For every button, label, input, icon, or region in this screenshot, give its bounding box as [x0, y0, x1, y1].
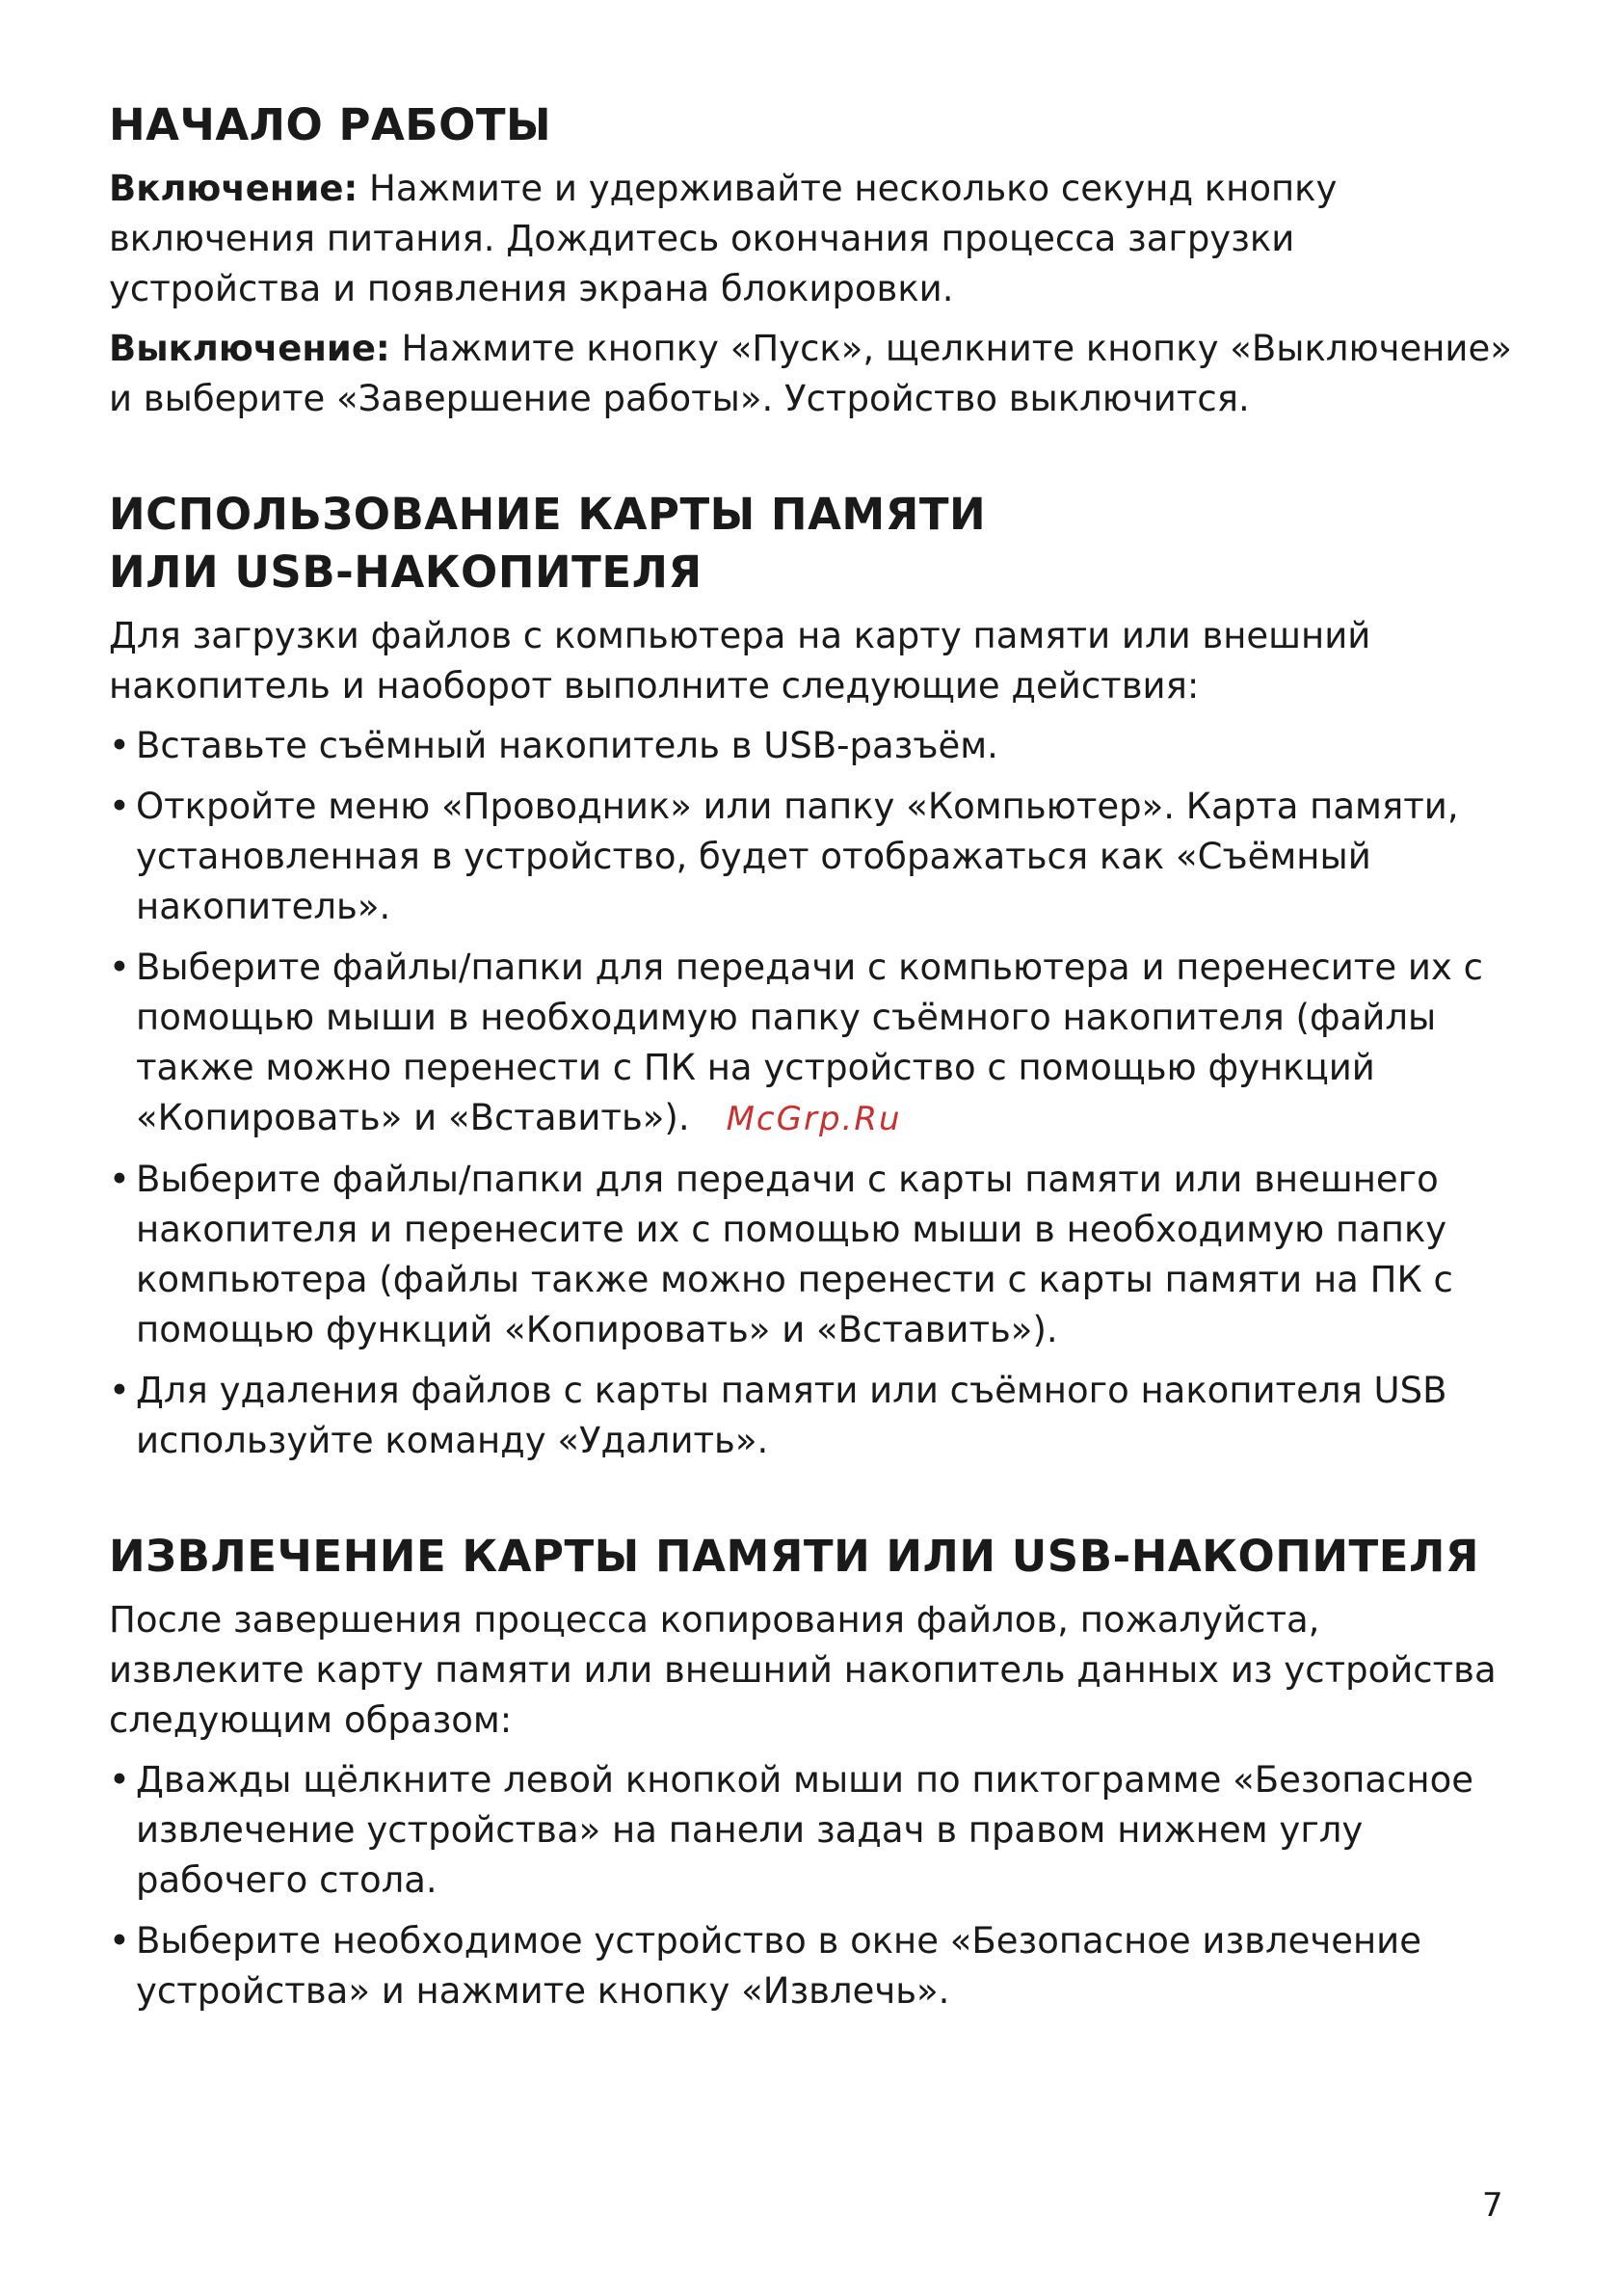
usage-intro: Для загрузки файлов с компьютера на карту памяти или внешний накопитель и наоборот выполните следующие действия:: [109, 615, 1371, 707]
section-title-line-1: ИСПОЛЬЗОВАНИЕ КАРТЫ ПАМЯТИ: [109, 489, 987, 540]
list-item-text: Откройте меню «Проводник» или папку «Компьютер». Карта памяти, установленная в устройство, будет отображаться как «Съёмный накопитель».: [136, 786, 1459, 927]
list-item-text: Выберите необходимое устройство в окне «Безопасное извлечение устройства» и нажмите кнопку «Извлечь».: [136, 1920, 1421, 2012]
eject-steps-list: [109, 1755, 1516, 2016]
section-title-memory-card-usage: [109, 486, 1516, 601]
bullet: •: [109, 725, 130, 766]
list-item: [109, 943, 1516, 1144]
power-off-text: Нажмите кнопку «Пуск», щелкните кнопку «Выключение» и выберите «Завершение работы». Устройство выключится.: [109, 328, 1512, 419]
section-memory-card-eject: [109, 1528, 1516, 2016]
document-page: [109, 96, 1516, 2027]
section-title-memory-card-eject: ИЗВЛЕЧЕНИЕ КАРТЫ ПАМЯТИ ИЛИ USB-НАКОПИТЕЛЯ: [109, 1531, 1479, 1582]
section-title-getting-started: НАЧАЛО РАБОТЫ: [109, 99, 552, 150]
list-item: [109, 1366, 1516, 1466]
bullet: •: [109, 1920, 130, 1962]
list-item-text: Дважды щёлкните левой кнопкой мыши по пиктограмме «Безопасное извлечение устройства» на панели задач в правом нижнем углу рабочего стола.: [136, 1759, 1474, 1901]
section-getting-started: [109, 96, 1516, 424]
power-off-label: Выключение:: [109, 328, 390, 369]
list-item-text: Для удаления файлов с карты памяти или съёмного накопителя USB используйте команду «Удалить».: [136, 1370, 1447, 1461]
power-on-text: Нажмите и удерживайте несколько секунд кнопку включения питания. Дождитесь окончания процесса загрузки устройства и появления экрана блокировки.: [109, 168, 1338, 309]
list-item-text: Вставьте съёмный накопитель в USB-разъём.: [136, 725, 998, 766]
bullet: •: [109, 786, 130, 827]
usage-steps-list: [109, 721, 1516, 1466]
list-item: [109, 782, 1516, 932]
power-on-label: Включение:: [109, 168, 358, 209]
list-item-text: Выберите файлы/папки для передачи с карты памяти или внешнего накопителя и перенесите их с помощью мыши в необходимую папку компьютера (файлы также можно перенести с карты памяти на ПК с помощью функций «Копировать» и «Вставить»).: [136, 1159, 1453, 1350]
eject-intro: После завершения процесса копирования файлов, пожалуйста, извлеките карту памяти или внешний накопитель данных из устройства следующим образом:: [109, 1599, 1497, 1741]
bullet: •: [109, 1159, 130, 1200]
power-off-paragraph: [109, 324, 1516, 424]
section-title-line-2: ИЛИ USB-НАКОПИТЕЛЯ: [109, 547, 703, 598]
page-number: 7: [1482, 2186, 1503, 2225]
bullet: •: [109, 1370, 130, 1411]
bullet: •: [109, 1759, 130, 1801]
list-item: [109, 721, 1516, 771]
watermark: McGrp.Ru: [726, 1100, 902, 1138]
section-memory-card-usage: [109, 486, 1516, 1466]
bullet: •: [109, 947, 130, 988]
list-item: [109, 1916, 1516, 2016]
list-item: [109, 1155, 1516, 1355]
list-item-text: Выберите файлы/папки для передачи с компьютера и перенесите их с помощью мыши в необходимую папку съёмного накопителя (файлы также можно перенести с ПК на устройство с помощью функций «Копировать» и «Вставить»).: [136, 947, 1483, 1138]
power-on-paragraph: [109, 164, 1516, 314]
list-item: [109, 1755, 1516, 1906]
